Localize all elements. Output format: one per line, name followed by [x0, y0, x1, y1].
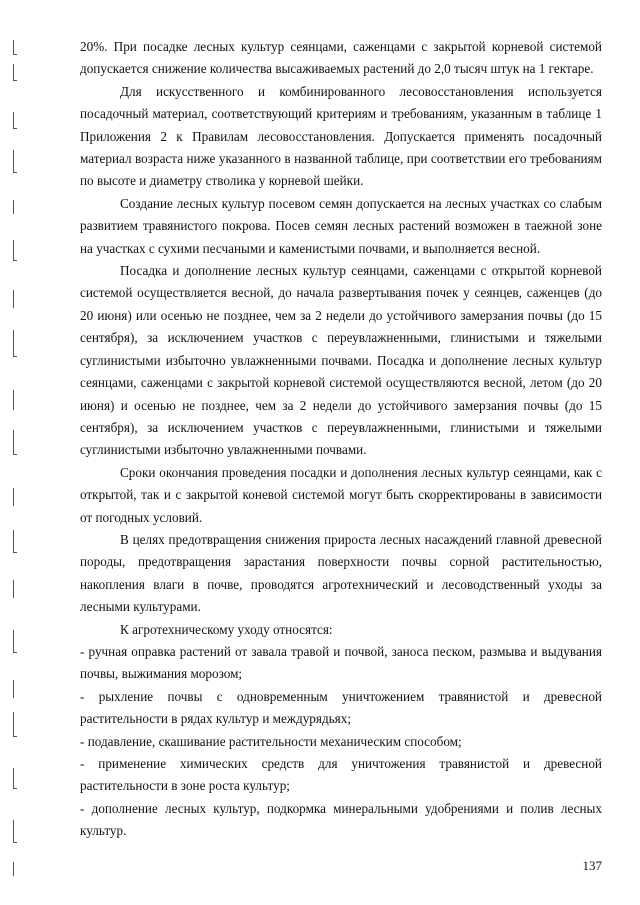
margin-mark — [13, 260, 17, 261]
list-item: - рыхление почвы с одновременным уничтожением травянистой и древесной растительности в рядах культур и междурядьях; — [80, 688, 602, 727]
margin-mark — [13, 788, 17, 789]
margin-mark — [13, 128, 17, 129]
margin-mark — [13, 530, 14, 552]
margin-mark — [13, 240, 14, 260]
document-body — [80, 36, 602, 843]
margin-mark — [13, 712, 14, 736]
list-item: - применение химических средств для уничтожения травянистой и древесной растительности в зоне роста культур; — [80, 756, 602, 794]
margin-mark — [13, 652, 17, 653]
margin-mark — [13, 390, 14, 410]
binding-margin-marks — [0, 0, 20, 905]
page-number: 137 — [582, 858, 602, 873]
paragraph: Создание лесных культур посевом семян допускается на лесных участках со слабым развитием травянистого покрова. Посев семян лесных растений возможен в таежной зоне на участках с сухими песчаными и каменистыми почвами, и выполняется весной. — [80, 195, 602, 256]
list-item: - дополнение лесных культур, подкормка минеральными удобрениями и полив лесных культур. — [80, 800, 602, 839]
paragraph: Посадка и дополнение лесных культур сеянцами, саженцами с открытой корневой системой осуществляется весной, до начала развертывания почек у сеянцев, саженцев (до 20 июня) или осенью не позднее, чем за 2 недели до устойчивого замерзания почвы (до 15 сентября), за исключением участков с переувлажненными, глинистыми и тяжелыми суглинистыми избыточно увлажненными почвами. Посадка и дополнение лесных культур сеянцами, саженцами с закрытой корневой системой осуществляются весной, летом (до 20 июня) и осенью не позднее, чем за 2 недели до устойчивого замерзания почвы (до 15 сентября), за исключением участков с переувлажненными, глинистыми и тяжелыми суглинистыми избыточно увлажненными почвами. — [80, 263, 602, 458]
margin-mark — [13, 430, 14, 454]
paragraph: В целях предотвращения снижения прироста лесных насаждений главной древесной породы, предотвращения зарастания поверхности почвы сорной растительностью, накопления влаги в почве, проводятся агротехнический и лесоводственный уходы за лесными культурами. — [80, 531, 602, 615]
margin-mark — [13, 64, 14, 80]
paragraph: 20%. При посадке лесных культур сеянцами, саженцами с закрытой корневой системой допускается снижение количества высаживаемых растений до 2,0 тысяч штук на 1 гектаре. — [80, 39, 602, 77]
margin-mark — [13, 330, 14, 356]
margin-mark — [13, 80, 17, 81]
margin-mark — [13, 736, 17, 737]
margin-mark — [13, 290, 14, 308]
margin-mark — [13, 820, 14, 842]
margin-mark — [13, 112, 14, 128]
margin-mark — [13, 172, 17, 173]
list-intro: К агротехническому уходу относятся: — [120, 621, 333, 637]
margin-mark — [13, 768, 14, 788]
paragraph: Сроки окончания проведения посадки и дополнения лесных культур сеянцами, как с открытой, так и с закрытой коневой системой могут быть скорректированы в зависимости от погодных условий. — [80, 464, 602, 525]
margin-mark — [13, 200, 14, 214]
margin-mark — [13, 842, 17, 843]
margin-mark — [13, 862, 14, 876]
list-item: - подавление, скашивание растительности механическим способом; — [80, 733, 462, 749]
margin-mark — [13, 630, 14, 652]
margin-mark — [13, 552, 17, 553]
margin-mark — [13, 54, 17, 55]
margin-mark — [13, 580, 14, 598]
margin-mark — [13, 40, 14, 54]
margin-mark — [13, 680, 14, 698]
list-item: - ручная оправка растений от завала травой и почвой, заноса песком, размыва и выдувания почвы, выжимания морозом; — [80, 643, 602, 682]
margin-mark — [13, 150, 14, 172]
margin-mark — [13, 454, 17, 455]
margin-mark — [13, 488, 14, 506]
paragraph: Для искусственного и комбинированного лесовосстановления используется посадочный материал, соответствующий критериям и требованиям, указанным в таблице 1 Приложения 2 к Правилам лесовосстановления. Допускается применять посадочный материал возраста ниже указанного в названной таблице, при соответствии его требованиям по высоте и диаметру стволика у корневой шейки. — [80, 83, 602, 189]
margin-mark — [13, 356, 17, 357]
